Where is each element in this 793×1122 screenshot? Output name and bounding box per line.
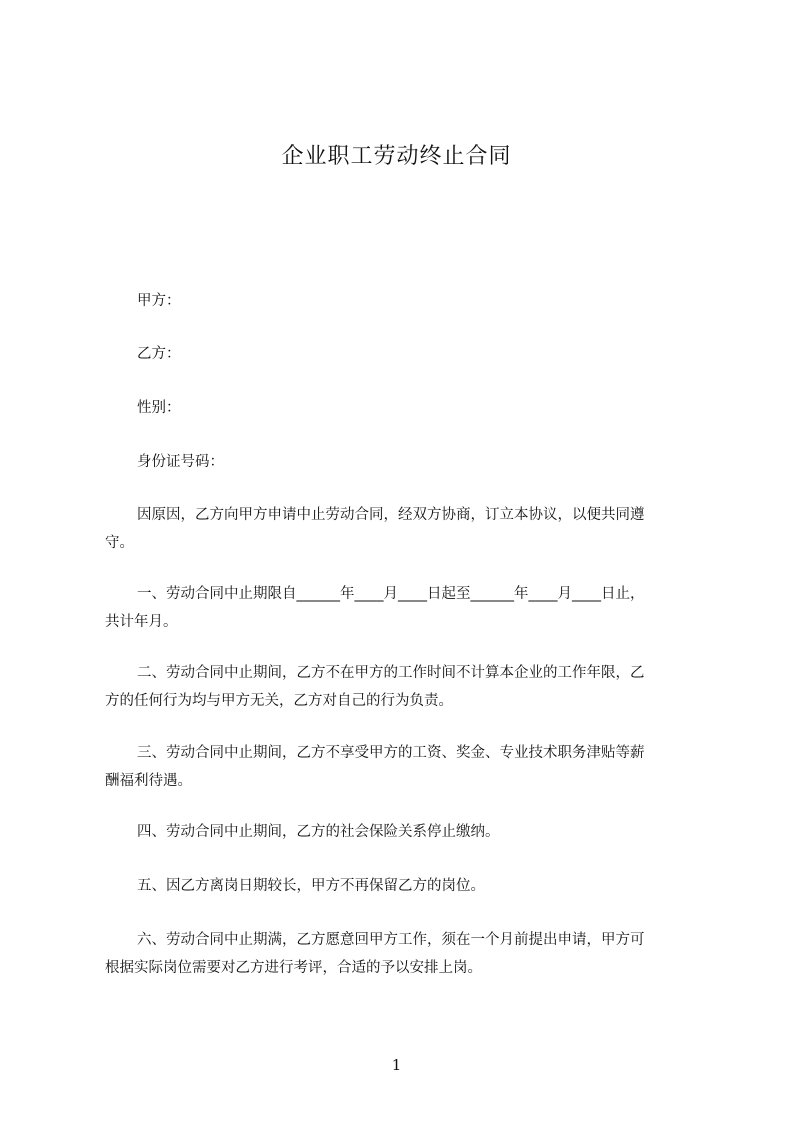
party-a-label: 甲方： <box>137 293 181 309</box>
paragraph-clause-1 <box>105 580 697 636</box>
paragraph-line: 六、劳动合同中止期满，乙方愿意回甲方工作，须在一个月前提出申请，甲方可 <box>137 932 645 948</box>
paragraph-line: 三、劳动合同中止期间，乙方不享受甲方的工资、奖金、专业技术职务津贴等薪 <box>137 745 645 761</box>
paragraph-line: 守。 <box>105 535 134 551</box>
paragraph-clause-6 <box>105 926 697 982</box>
paragraph-clause-5 <box>105 872 697 900</box>
paragraph-clause-2 <box>105 659 697 715</box>
party-b-label: 乙方： <box>137 346 181 362</box>
paragraph-line: 五、因乙方离岗日期较长，甲方不再保留乙方的岗位。 <box>137 878 485 894</box>
paragraph-preamble <box>105 501 697 557</box>
paragraph-clause-4 <box>105 818 697 846</box>
paragraph-line: 共计年月。 <box>105 614 178 630</box>
paragraph-line: 四、劳动合同中止期间，乙方的社会保险关系停止缴纳。 <box>137 824 500 840</box>
paragraph-line: 一、劳动合同中止期限自______年____月____日起至______年____月____日止， <box>137 586 645 602</box>
page-number: 1 <box>391 1056 402 1074</box>
paragraph-line: 酬福利待遇。 <box>105 773 192 789</box>
paragraph-line: 方的任何行为均与甲方无关，乙方对自己的行为负责。 <box>105 693 453 709</box>
document-title: 企业职工劳动终止合同 <box>281 144 512 169</box>
paragraph-line: 因原因，乙方向甲方申请中止劳动合同，经双方协商，订立本协议，以便共同遵 <box>137 507 645 523</box>
gender-label: 性别： <box>137 400 181 416</box>
paragraph-line: 根据实际岗位需要对乙方进行考评，合适的予以安排上岗。 <box>105 960 482 976</box>
id-number-label: 身份证号码： <box>137 454 224 470</box>
paragraph-line: 二、劳动合同中止期间，乙方不在甲方的工作时间不计算本企业的工作年限，乙 <box>137 665 645 681</box>
paragraph-clause-3 <box>105 739 697 795</box>
